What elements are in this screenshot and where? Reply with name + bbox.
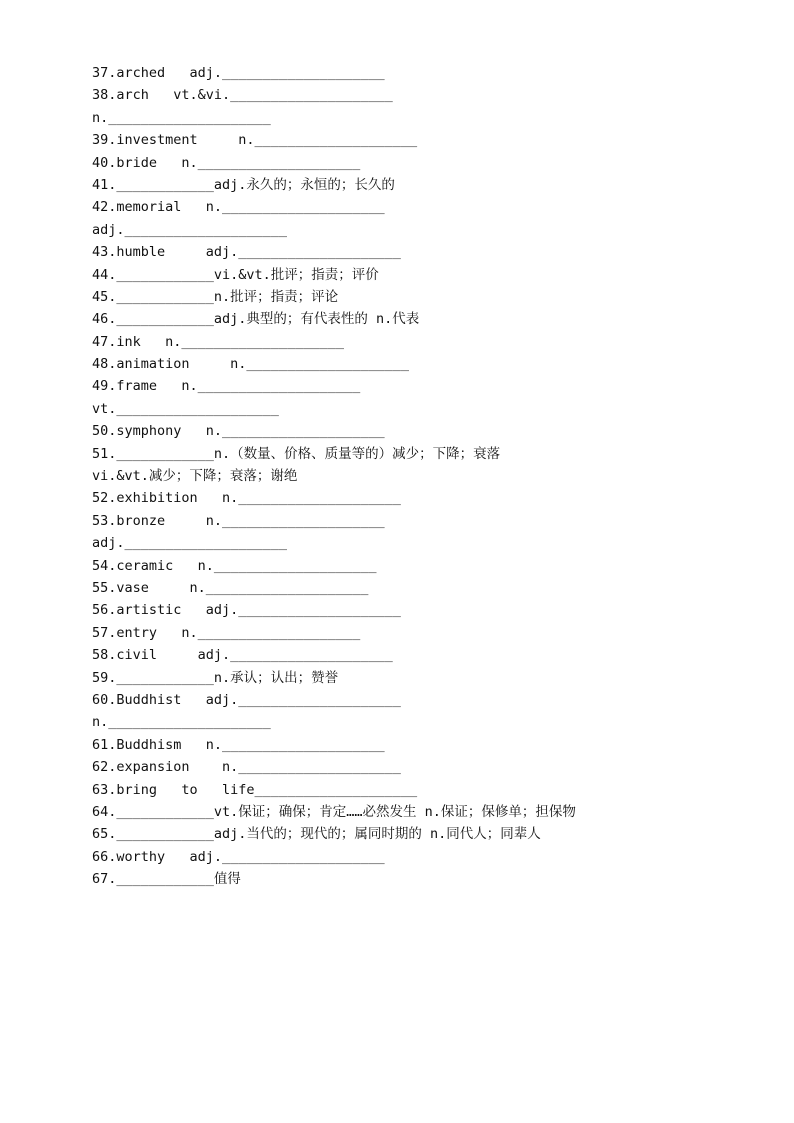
vocab-line-39: 39.investment n.____________________ <box>92 132 418 149</box>
vocab-line-49: 49.frame n.____________________ <box>92 378 361 395</box>
vocab-line-40: 40.bride n.____________________ <box>92 154 361 171</box>
vocab-line-59: 59.____________n.承认；认出；赞誉 <box>92 669 339 686</box>
vocab-line-67: 67.____________值得 <box>92 871 241 888</box>
vocab-line-49-verb: vt.____________________ <box>92 400 279 417</box>
vocab-line-56: 56.artistic adj.____________________ <box>92 602 401 619</box>
vocab-line-62: 62.expansion n.____________________ <box>92 759 401 776</box>
vocab-line-55: 55.vase n.____________________ <box>92 579 369 596</box>
vocab-line-41: 41.____________adj.永久的；永恒的；长久的 <box>92 176 395 193</box>
vocab-line-46: 46.____________adj.典型的；有代表性的 n.代表 <box>92 311 420 328</box>
vocab-line-51: 51.____________n.（数量、价格、质量等的）减少；下降；衰落 <box>92 445 501 462</box>
vocab-line-65: 65.____________adj.当代的；现代的；属同时期的 n.同代人；同辈人 <box>92 826 541 843</box>
vocab-line-52: 52.exhibition n.____________________ <box>92 490 401 507</box>
vocabulary-list <box>92 62 782 890</box>
vocab-line-38-noun: n.____________________ <box>92 109 271 126</box>
vocab-line-61: 61.Buddhism n.____________________ <box>92 736 385 753</box>
vocab-line-53: 53.bronze n.____________________ <box>92 512 385 529</box>
vocab-line-53-adj: adj.____________________ <box>92 535 288 552</box>
vocab-line-42: 42.memorial n.____________________ <box>92 199 385 216</box>
vocab-line-54: 54.ceramic n.____________________ <box>92 557 377 574</box>
vocab-line-38: 38.arch vt.&vi.____________________ <box>92 87 393 104</box>
vocab-line-48: 48.animation n.____________________ <box>92 356 409 373</box>
vocab-line-60-noun: n.____________________ <box>92 714 271 731</box>
vocab-line-60: 60.Buddhist adj.____________________ <box>92 691 401 708</box>
vocab-line-43: 43.humble adj.____________________ <box>92 244 401 261</box>
vocab-line-66: 66.worthy adj.____________________ <box>92 848 385 865</box>
vocab-line-45: 45.____________n.批评；指责；评论 <box>92 288 339 305</box>
vocab-line-63: 63.bring to life____________________ <box>92 781 418 798</box>
vocab-line-51-verb: vi.&vt.减少；下降；衰落；谢绝 <box>92 468 298 485</box>
vocab-line-37: 37.arched adj.____________________ <box>92 65 385 81</box>
vocab-line-64: 64.____________vt.保证；确保；肯定……必然发生 n.保证；保修单；担保物 <box>92 803 576 820</box>
vocab-line-44: 44.____________vi.&vt.批评；指责；评价 <box>92 266 379 283</box>
vocab-line-50: 50.symphony n.____________________ <box>92 423 385 440</box>
vocab-line-42-adj: adj.____________________ <box>92 221 288 238</box>
vocab-line-47: 47.ink n.____________________ <box>92 333 344 350</box>
vocab-line-58: 58.civil adj.____________________ <box>92 647 393 664</box>
vocab-line-57: 57.entry n.____________________ <box>92 624 361 641</box>
